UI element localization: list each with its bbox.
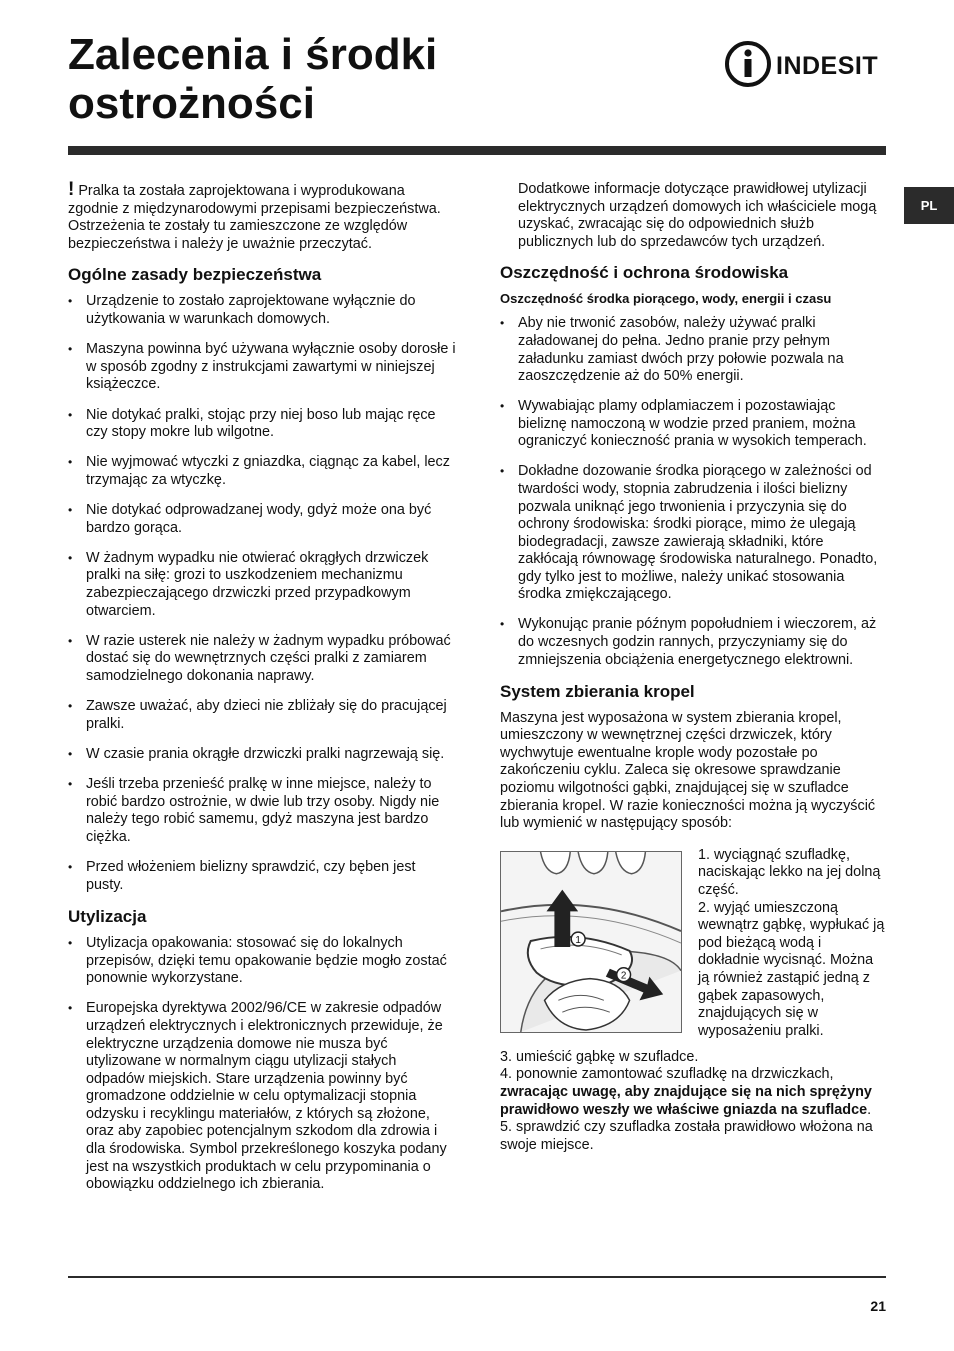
list-item: • Utylizacja opakowania: stosować się do lokalnych przepisów, dzięki temu opakowanie będzie mogło zostać ponownie wykorzystane. bbox=[68, 935, 456, 988]
step-4-emphasis: zwracając uwagę, aby znajdujące się na nich sprężyny prawidłowo weszły we właściwe gniazda na szufladce bbox=[500, 1083, 872, 1118]
indesit-logo-graphic bbox=[724, 40, 888, 88]
list-item: • Europejska dyrektywa 2002/96/CE w zakresie odpadów urządzeń elektrycznych i elektronicznych przewiduje, że elektryczne urządzenia domowe nie musza być utylizowane w normalnym ciągu utylizacji stałych odpadów miejskich. Stare urządzenia powinny być gromadzone oddzielnie w celu optymalizacji stopnia odzysku i recyklingu materiałów, z których są złożone, oraz aby zapobiec potencjalnym szkodom dla zdrowia i dla środowiska. Symbol przekreślonego koszyka podany jest na wszystkich produktach w celu przypominania o obowiązku oddzielnego ich zbierania. bbox=[68, 1000, 456, 1194]
page-title-line2: ostrożności bbox=[68, 79, 315, 128]
list-item: • Nie wyjmować wtyczki z gniazdka, ciągnąc za kabel, lecz trzymając za wtyczkę. bbox=[68, 454, 456, 489]
eco-subheading: Oszczędność środka piorącego, wody, energii i czasu bbox=[500, 291, 832, 307]
list-item: • W razie usterek nie należy w żadnym wypadku próbować dostać się do wewnętrznych części pralki z zamiarem samodzielnego dokonania naprawy. bbox=[68, 633, 456, 686]
figure-step-2-label: 2 bbox=[620, 970, 627, 982]
list-item: • Aby nie trwonić zasobów, należy używać pralki załadowanej do pełna. Jedno pranie przy pełnym załadunku zamiast dwóch przy połowie pozwala na zaoszczędzenie aż do 50% energii. bbox=[500, 315, 886, 385]
drawer-illustration bbox=[500, 851, 682, 1033]
page-title-line1: Zalecenia i środki bbox=[68, 30, 438, 79]
disposal-heading: Utylizacja bbox=[68, 906, 147, 926]
step-4 bbox=[500, 1066, 886, 1119]
indesit-logo bbox=[724, 40, 888, 88]
info-paragraph: Dodatkowe informacje dotyczące prawidłowej utylizacji elektrycznych urządzeń domowych ich właściciele mogą uzyskać, zwracając się do odpowiednich służb publicznych lub do sprzedawców tych urządzeń. bbox=[518, 181, 877, 250]
page-title bbox=[68, 30, 437, 128]
list-item: • Nie dotykać odprowadzanej wody, gdyż może ona być bardzo gorąca. bbox=[68, 502, 456, 537]
right-column bbox=[500, 181, 886, 1154]
figure-steps bbox=[698, 847, 886, 1041]
header-divider bbox=[68, 146, 886, 155]
list-item: • W żadnym wypadku nie otwierać okrągłych drzwiczek pralki na siłę: grozi to uszkodzeniem mechanizmu zabezpieczającego drzwiczki przed przypadkowym otwarciem. bbox=[68, 550, 456, 620]
step-3: 3. umieścić gąbkę w szufladce. bbox=[500, 1048, 699, 1065]
footer-divider bbox=[68, 1276, 886, 1278]
disposal-list bbox=[68, 935, 456, 1194]
list-item: • W czasie prania okrągłe drzwiczki pralki nagrzewają się. bbox=[68, 746, 456, 764]
figure-step-1-label: 1 bbox=[575, 934, 581, 946]
list-item: • Wykonując pranie późnym popołudniem i wieczorem, aż do wczesnych godzin rannych, przyczyniamy się do zmniejszenia obciążenia energetycznego elektrowni. bbox=[500, 616, 886, 669]
eco-heading: Oszczędność i ochrona środowiska bbox=[500, 263, 789, 283]
intro-text: Pralka ta została zaprojektowana i wyprodukowana zgodnie z międzynarodowymi przepisami bezpieczeństwa. Ostrzeżenia te zostały tu zamieszczone ze względów bezpieczeństwa i należy je uważnie przeczytać. bbox=[68, 183, 441, 252]
list-item: • Przed włożeniem bielizny sprawdzić, czy bęben jest pusty. bbox=[68, 859, 456, 894]
page-number: 21 bbox=[870, 1298, 886, 1314]
step-2: 2. wyjąć umieszczoną wewnątrz gąbkę, wypłukać ją pod bieżącą wodą i dokładnie wycisnąć. Można ją również zastąpić jedną z gąbek zapasowych, znajdujących się w wyposażeniu pralki. bbox=[698, 899, 885, 1039]
list-item: • Zawsze uważać, aby dzieci nie zbliżały się do pracującej pralki. bbox=[68, 698, 456, 733]
left-column bbox=[68, 181, 456, 1206]
step-4-prefix: 4. ponownie zamontować szufladkę na drzwiczkach, bbox=[500, 1066, 834, 1083]
eco-list bbox=[500, 315, 886, 669]
language-tab: PL bbox=[904, 187, 954, 224]
safety-list bbox=[68, 293, 456, 894]
drawer-illustration-graphic bbox=[501, 852, 681, 1032]
step-4-suffix: . bbox=[867, 1101, 872, 1118]
warning-icon: ! bbox=[68, 179, 75, 200]
drop-heading: System zbierania kropel bbox=[500, 681, 695, 701]
list-item: • Nie dotykać pralki, stojąc przy niej boso lub mając ręce czy stopy mokre lub wilgotne. bbox=[68, 407, 456, 442]
drop-intro: Maszyna jest wyposażona w system zbierania kropel, umieszczony w wewnętrznej części drzwiczek, który wychwytuje ewentualne krople wody pozostałe po zakończeniu cyklu. Zaleca się okresowe sprawdzanie poziomu wilgotności gąbki, znajdującej się w szufladce zbierania kropel. W razie konieczności można ją wyczyścić lub wymienić w następujący sposób: bbox=[500, 709, 876, 832]
list-item: • Urządzenie to zostało zaprojektowane wyłącznie do użytkowania w warunkach domowych. bbox=[68, 293, 456, 328]
step-1: 1. wyciągnąć szufladkę, naciskając lekko na jej dolną część. bbox=[698, 846, 881, 898]
figure-row bbox=[500, 847, 886, 1049]
brand-wordmark: INDESIT bbox=[776, 52, 879, 80]
list-item: • Dokładne dozowanie środka piorącego w zależności od twardości wody, stopnia zabrudzenia i ilości bielizny pozwala uniknąć jego trwonienia i przyczynia się do ochrony środowiska: środki piorące, mimo że ulegają biodegradacji, zawsze zawierają składniki, które zakłócają równowagę środowiska naturalnego. Ponadto, gdy tylko jest to możliwe, należy unikać stosowania środka zmiękczającego. bbox=[500, 463, 886, 604]
intro-paragraph bbox=[68, 181, 456, 253]
list-item: • Wywabiając plamy odplamiaczem i pozostawiając bieliznę namoczoną w wodzie przed praniem, można ograniczyć konieczność prania w wysokich temperach. bbox=[500, 398, 886, 451]
list-item: • Jeśli trzeba przenieść pralkę w inne miejsce, należy to robić bardzo ostrożnie, w dwie lub trzy osoby. Nigdy nie należy tego robić samemu, gdyż maszyna jest bardzo ciężka. bbox=[68, 776, 456, 846]
list-item: • Maszyna powinna być używana wyłącznie osoby dorosłe i w sposób zgodny z instrukcjami zawartymi w niniejszej książeczce. bbox=[68, 341, 456, 394]
step-5: 5. sprawdzić czy szufladka została prawidłowo włożona na swoje miejsce. bbox=[500, 1119, 873, 1153]
safety-heading: Ogólne zasady bezpieczeństwa bbox=[68, 265, 322, 285]
